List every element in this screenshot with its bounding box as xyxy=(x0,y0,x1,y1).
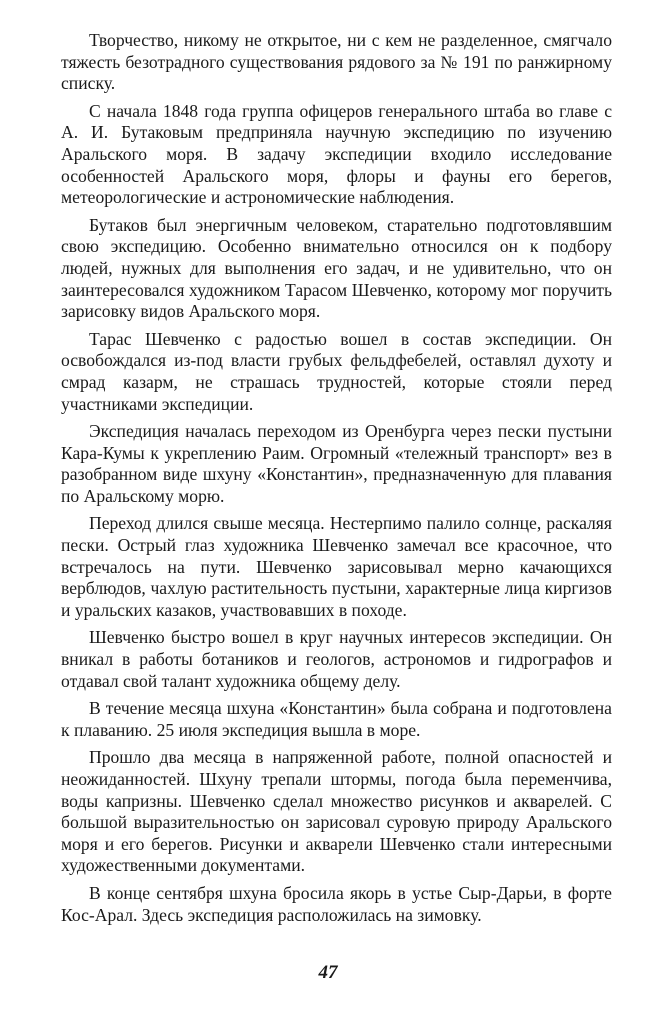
page-number: 47 xyxy=(318,962,338,983)
paragraph-7: Шевченко быстро вошел в круг научных интересов экспедиции. Он вникал в работы ботаников и геологов, астрономов и гидрографов и отдавал свой талант художника общему делу. xyxy=(61,627,612,691)
page-body xyxy=(61,30,612,932)
paragraph-6: Переход длился свыше месяца. Нестерпимо палило солнце, раскаляя пески. Острый глаз художника Шевченко замечал все красочное, что встречалось на пути. Шевченко зарисовывал мерно качающихся верблюдов, чахлую растительность пустыни, характерные лица киргизов и уральских казаков, участвовавших в походе. xyxy=(61,513,612,620)
paragraph-2: С начала 1848 года группа офицеров генерального штаба во главе с А. И. Бутаковым предприняла научную экспедицию по изучению Аральского моря. В задачу экспедиции входило исследование особенностей Аральского моря, флоры и фауны его берегов, метеорологические и астрономические наблюдения. xyxy=(61,100,612,208)
paragraph-1: Творчество, никому не открытое, ни с кем не разделенное, смягчало тяжесть безотрадного существования рядового за № 191 по ранжирному списку. xyxy=(61,30,612,94)
paragraph-9: Прошло два месяца в напряженной работе, полной опасностей и неожиданностей. Шхуну трепали штормы, погода была переменчива, воды капризны. Шевченко сделал множество рисунков и акварелей. С большой выразительностью он зарисовал суровую природу Аральского моря и его берегов. Рисунки и акварели Шевченко стали интересными художественными документами. xyxy=(61,747,612,876)
paragraph-10: В конце сентября шхуна бросила якорь в устье Сыр-Дарьи, в форте Кос-Арал. Здесь экспедиция расположилась на зимовку. xyxy=(61,882,612,925)
paragraph-4: Тарас Шевченко с радостью вошел в состав экспедиции. Он освобождался из-под власти грубых фельдфебелей, оставлял духоту и смрад казарм, не страшась трудностей, которые стояли перед участниками экспедиции. xyxy=(61,328,612,414)
paragraph-8: В течение месяца шхуна «Константин» была собрана и подготовлена к плаванию. 25 июля экспедиция вышла в море. xyxy=(61,698,612,740)
paragraph-3: Бутаков был энергичным человеком, старательно подготовлявшим свою экспедицию. Особенно внимательно относился он к подбору людей, нужных для выполнения его задач, и не удивительно, что он заинтересовался художником Тарасом Шевченко, которому мог поручить зарисовку видов Аральского моря. xyxy=(61,214,612,322)
paragraph-5: Экспедиция началась переходом из Оренбурга через пески пустыни Кара-Кумы к укреплению Раим. Огромный «тележный транспорт» вез в разобранном виде шхуну «Константин», предназначенную для плавания по Аральскому морю. xyxy=(61,421,612,506)
